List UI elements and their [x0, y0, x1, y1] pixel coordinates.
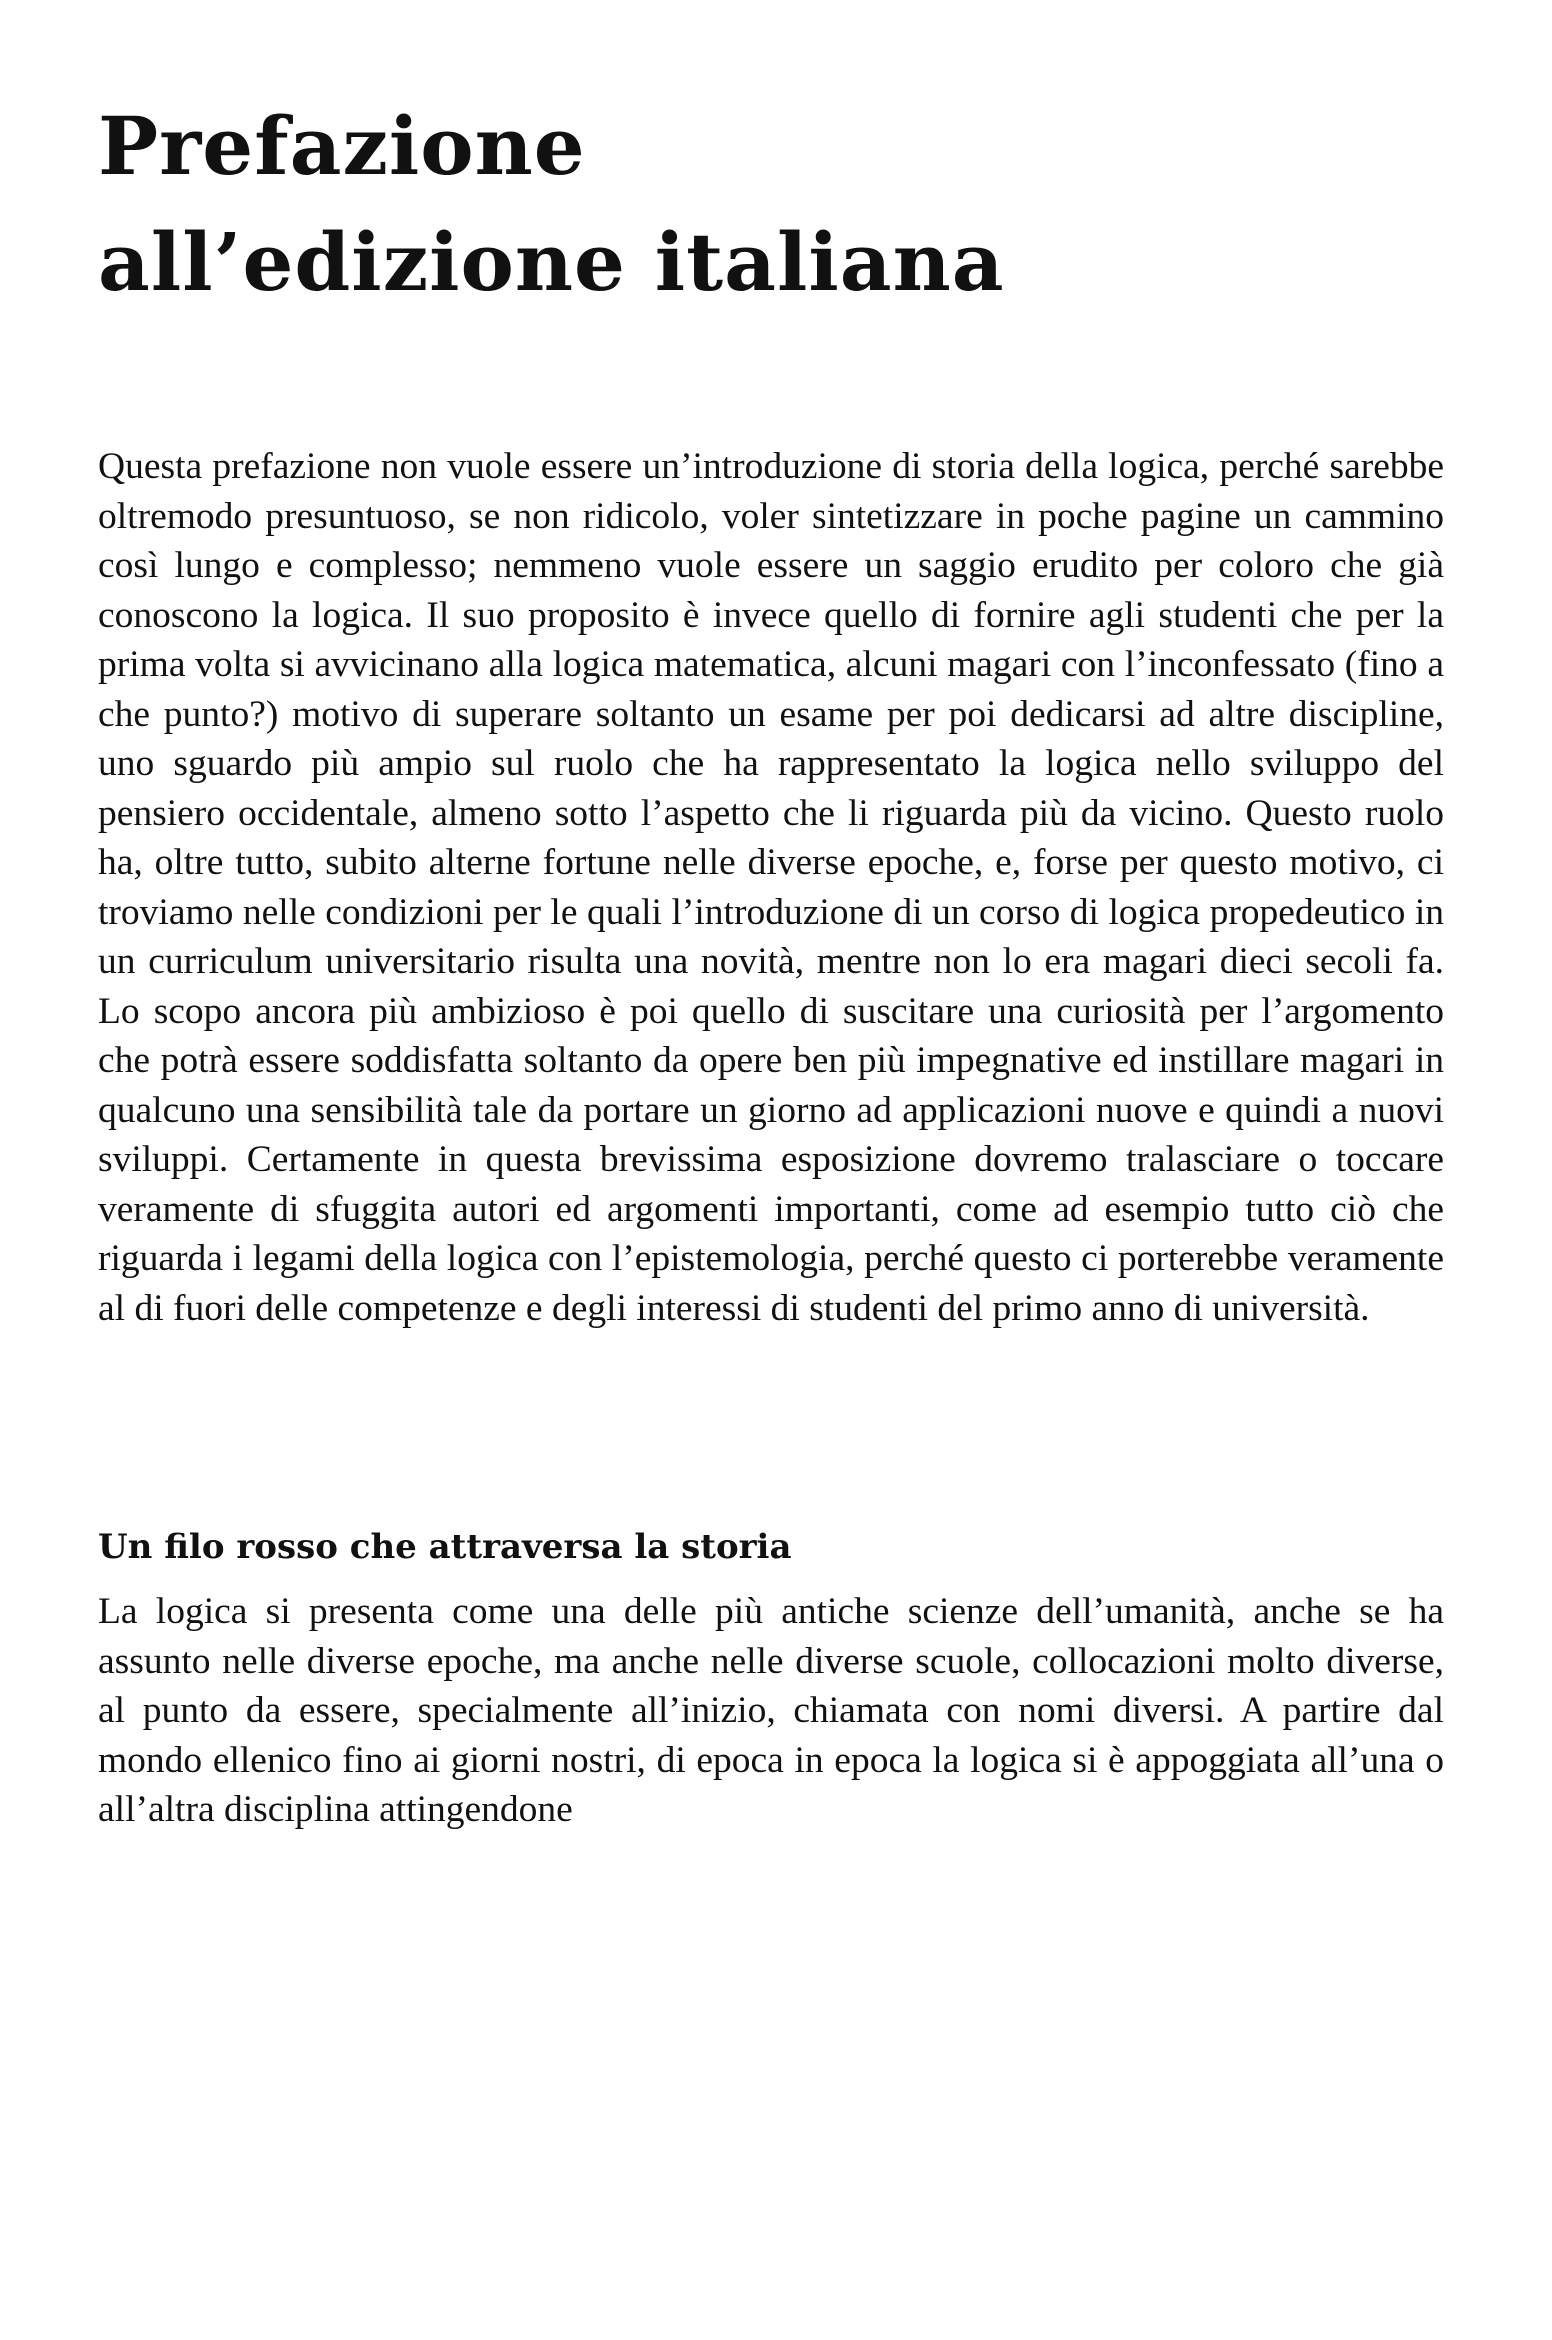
section-heading: Un filo rosso che attraversa la storia: [98, 1527, 792, 1567]
page-title-line-1: Prefazione: [98, 99, 586, 193]
intro-paragraph: Questa prefazione non vuole essere un’introduzione di storia della logica, perché sarebbe oltremodo presuntuoso, se non ridicolo, voler sintetizzare in poche pagine un cammino così lungo e complesso; nemmeno vuole essere un saggio erudito per coloro che già conoscono la logica. Il suo proposito è invece quello di fornire agli studenti che per la prima volta si avvicinano alla logica matematica, alcuni magari con l’inconfessato (fino a che punto?) motivo di superare soltanto un esame per poi dedicarsi ad altre discipline, uno sguardo più ampio sul ruolo che ha rappresentato la logica nello sviluppo del pensiero occidentale, almeno sotto l’aspetto che li riguarda più da vicino. Questo ruolo ha, oltre tutto, subito alterne fortune nelle diverse epoche, e, forse per questo motivo, ci troviamo nelle condizioni per le quali l’introduzione di un corso di logica propedeutico in un curriculum universitario risulta una novità, mentre non lo era magari dieci secoli fa. Lo scopo ancora più ambizioso è poi quello di suscitare una curiosità per l’argomento che potrà essere soddisfatta soltanto da opere ben più impegnative ed instillare magari in qualcuno una sensibilità tale da portare un giorno ad applicazioni nuove e quindi a nuovi sviluppi. Certamente in questa brevissima esposizione dovremo tralasciare o toccare veramente di sfuggita autori ed argomenti importanti, come ad esempio tutto ciò che riguarda i legami della logica con l’epistemologia, perché questo ci porterebbe veramente al di fuori delle competenze e degli interessi di studenti del primo anno di università.: [98, 446, 1444, 1329]
section-paragraph: La logica si presenta come una delle più antiche scienze dell’umanità, anche se ha assunto nelle diverse epoche, ma anche nelle diverse scuole, collocazioni molto diverse, al punto da essere, specialmente all’inizio, chiamata con nomi diversi. A partire dal mondo ellenico fino ai giorni nostri, di epoca in epoca la logica si è appoggiata all’una o all’altra disciplina attingendone: [98, 1591, 1444, 1830]
page-title-line-2: all’edizione italiana: [98, 215, 1005, 309]
page-title: [98, 88, 1398, 320]
